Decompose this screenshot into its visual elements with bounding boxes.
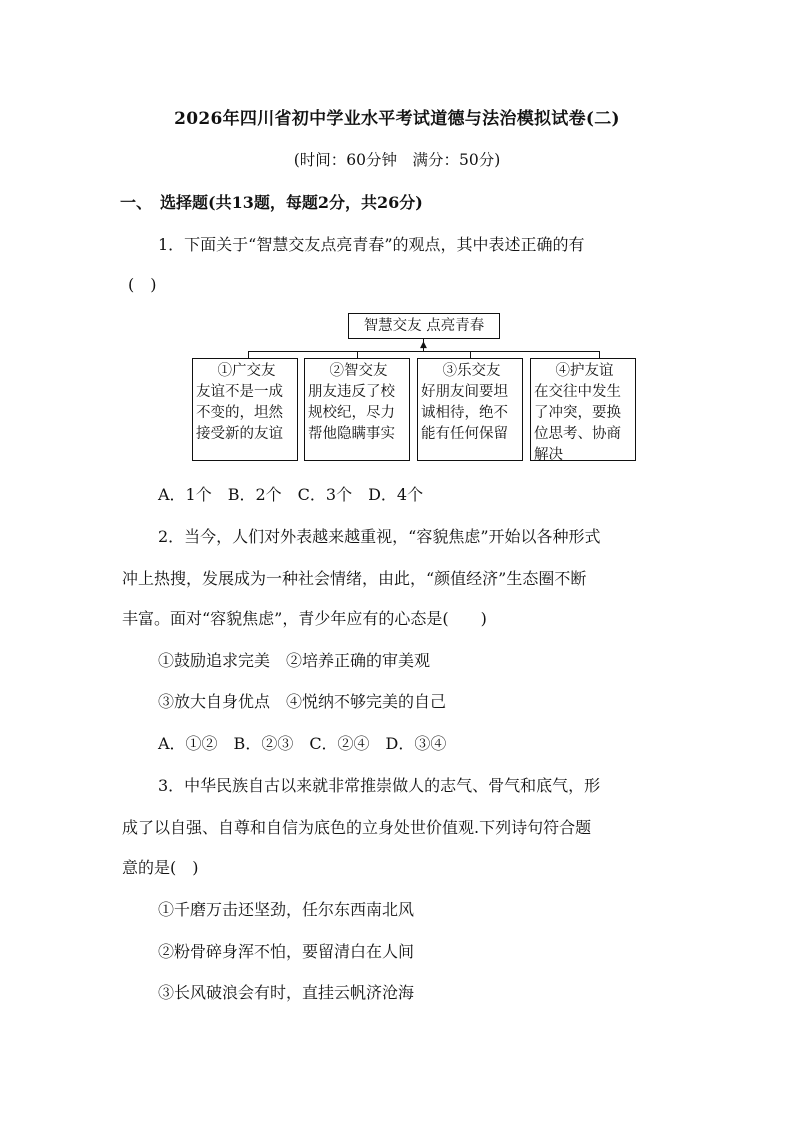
diagram-connector	[248, 351, 599, 352]
diagram-card-2	[304, 358, 410, 461]
diagram-connector	[248, 351, 249, 358]
diagram-card-3	[417, 358, 523, 461]
q1-options: A．1个 B．2个 C．3个 D．4个	[158, 485, 424, 504]
q2-stem-line1: 2．当今，人们对外表越来越重视，“容貌焦虑”开始以各种形式	[158, 527, 601, 546]
card-heading: ③乐交友	[442, 363, 501, 379]
card-text: 好朋友间要坦诚相待，绝不能有任何保留	[421, 384, 508, 442]
q3-stem-line1: 3．中华民族自古以来就非常推崇做人的志气、骨气和底气，形	[158, 776, 601, 795]
q3-stem-line2: 成了以自强、自尊和自信为底色的立身处世价值观.下列诗句符合题	[122, 818, 592, 837]
q2-stem-line2: 冲上热搜，发展成为一种社会情绪，由此，“颜值经济”生态圈不断	[122, 569, 587, 588]
q1-stem-line1: 1．下面关于“智慧交友点亮青春”的观点，其中表述正确的有	[158, 235, 585, 254]
q2-stem-line3: 丰富。面对“容貌焦虑”，青少年应有的心态是( )	[122, 609, 487, 628]
q3-statement-3: ③长风破浪会有时，直挂云帆济沧海	[158, 983, 415, 1002]
card-heading: ①广交友	[217, 363, 276, 379]
q2-options: A．①② B．②③ C．②④ D．③④	[158, 734, 447, 753]
card-text: 友谊不是一成不变的，坦然接受新的友谊	[196, 384, 283, 442]
q3-statement-2: ②粉骨碎身浑不怕，要留清白在人间	[158, 942, 415, 961]
q3-stem-line3: 意的是( )	[122, 858, 199, 877]
diagram-card-4	[530, 358, 636, 461]
card-heading: ④护友谊	[555, 363, 614, 379]
section-heading: 一、 选择题(共13题，每题2分，共26分)	[120, 193, 423, 212]
q3-statement-1: ①千磨万击还坚劲，任尔东西南北风	[158, 900, 415, 919]
diagram-connector	[599, 351, 600, 358]
q2-statement-1: ①鼓励追求完美 ②培养正确的审美观	[158, 651, 431, 670]
diagram-card-1	[192, 358, 298, 461]
card-heading: ②智交友	[329, 363, 388, 379]
exam-subtitle: (时间：60分钟 满分：50分)	[293, 151, 501, 169]
exam-title: 2026年四川省初中学业水平考试道德与法治模拟试卷(二)	[174, 109, 620, 129]
q1-stem-line2: ( )	[128, 275, 157, 294]
card-text: 在交往中发生了冲突，要换位思考、协商解决	[534, 384, 621, 463]
q2-statement-2: ③放大自身优点 ④悦纳不够完美的自己	[158, 692, 447, 711]
arrow-up-icon: ▲	[420, 340, 427, 350]
diagram-connector	[470, 351, 471, 358]
diagram-connector	[357, 351, 358, 358]
card-text: 朋友违反了校规校纪，尽力帮他隐瞒事实	[308, 384, 395, 442]
diagram-root-box: 智慧交友 点亮青春	[348, 313, 500, 339]
